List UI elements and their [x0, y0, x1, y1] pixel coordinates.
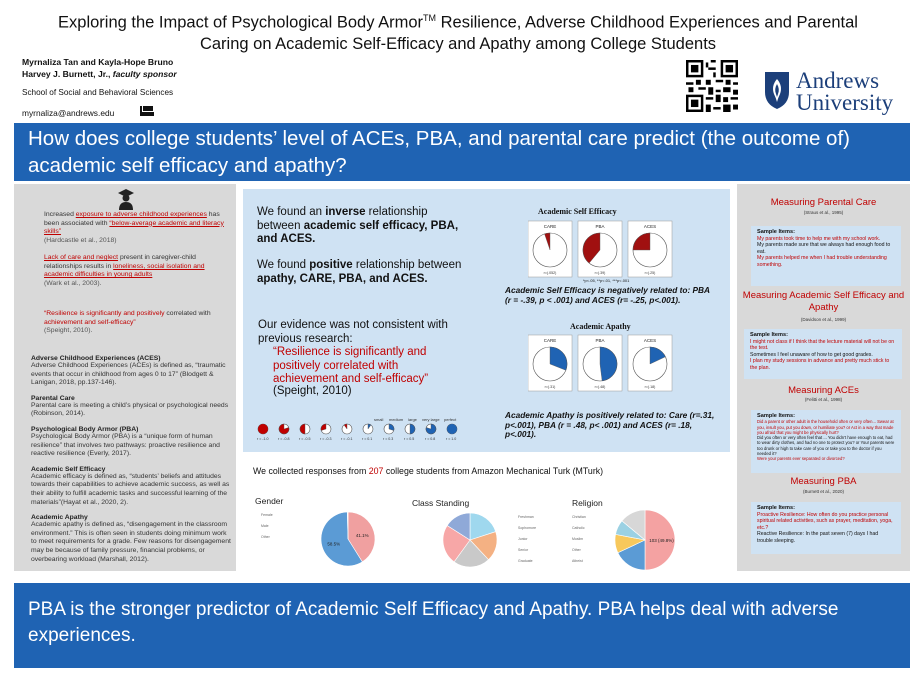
- legend-label: Junior: [518, 537, 528, 541]
- pba-items: Sample Items: Proactive Resilience: How often do you practice personal spiritual related activities, such as prayer, meditation, yoga, etc.? Reactive Resilience: In the past seven (7) days I had trouble sleeping.: [751, 502, 901, 554]
- effect-pie-fill: [258, 424, 268, 434]
- pie-r-value: r=(.25): [644, 271, 656, 275]
- chart-title: Gender: [255, 496, 284, 506]
- effect-label-perfect: perfect: [444, 417, 457, 422]
- pie-label: ACES: [643, 338, 657, 343]
- legend-label: Senior: [518, 548, 529, 552]
- finding-inverse: We found an inverse relationship between academic self efficacy, PBA, and ACES.: [257, 206, 459, 245]
- religion-chart: [570, 496, 730, 572]
- legend-label: Female: [261, 513, 273, 517]
- class-standing-chart: [410, 496, 560, 572]
- effect-label-small: small: [374, 417, 384, 422]
- apathy-pie-row: [528, 333, 673, 393]
- legend-label: Muslim: [572, 537, 584, 541]
- envelope-icon: [140, 106, 154, 116]
- sample-item: I might not class if I think that the lecture material will not be on the test.: [750, 338, 895, 352]
- email-link[interactable]: myrnaliza@andrews.edu: [22, 108, 115, 118]
- responses-line: We collected responses from 207 college students from Amazon Mechanical Turk (MTurk): [253, 466, 604, 476]
- pie-r-value: r=(.39): [594, 271, 606, 275]
- speight-cite: (Speight, 2010): [273, 385, 352, 397]
- authors: [22, 56, 177, 80]
- pie-r-value: r=(.48): [594, 385, 606, 389]
- pie-label: ACES: [643, 224, 657, 229]
- effect-r-label: r = -0.1: [341, 437, 353, 441]
- legend-label: Catholic: [572, 526, 585, 530]
- findings-panel: [243, 189, 730, 452]
- effect-pie-fill: [447, 424, 457, 434]
- legend-label: Other: [572, 548, 581, 552]
- effect-label-very-large: very large: [422, 417, 440, 422]
- sample-item: Did a parent or other adult in the household often or very often... Swear at you, insult you, put you down, or humiliate you? or Act in a way that made you afraid that you might be physically hurt?: [757, 419, 894, 435]
- slice-value-label: 41.1%: [355, 532, 369, 538]
- effect-r-label: r = -0.3: [320, 437, 332, 441]
- chart-title: Class Standing: [412, 498, 470, 508]
- aces-title: Measuring ACEs: [788, 385, 859, 396]
- tm-mark: TM: [423, 13, 437, 23]
- effect-r-label: r = 0.5: [404, 437, 415, 441]
- definition-item: Adverse Childhood Experiences (ACES) Adverse Childhood Experiences (ACEs) is defined as, “traumatic events that occur in childhood from ages 0 to 17” (Blodgett & Lanigan, 2018, pp.137-146).: [31, 355, 226, 387]
- sig-note: *p<.05, **p<.01, ***p<.001: [583, 278, 630, 283]
- efficacy-apathy-items: Sample Items: I might not class if I think that the lecture material will not be on the test. Sometimes I feel unaware of how to get good grades. I plan my study sessions in advance and pretty much stick to the plan.: [744, 329, 902, 379]
- background-panel: [14, 184, 236, 571]
- effect-label-large: large: [408, 417, 417, 422]
- legend-label: Graduate: [518, 559, 533, 563]
- legend-label: Freshman: [518, 515, 534, 519]
- effect-label-medium: medium: [389, 417, 404, 422]
- effect-size-legend: [257, 413, 467, 443]
- pba-title: Measuring PBA: [790, 476, 857, 487]
- slice-value-label: 58.5%: [327, 541, 341, 547]
- graduate-icon: [118, 188, 134, 210]
- parental-care-title: Measuring Parental Care: [770, 197, 877, 208]
- school-name: School of Social and Behavioral Sciences: [22, 88, 174, 97]
- finding-inconsistent: Our evidence was not consistent with previous research:: [258, 319, 448, 345]
- effect-r-label: r = 0.8: [425, 437, 436, 441]
- pie-label: CARE: [543, 338, 557, 343]
- effect-pie-fill: [410, 424, 415, 434]
- pba-cite: (Burnett et al., 2020): [802, 489, 845, 494]
- effect-pie-fill: [300, 424, 305, 434]
- aces-cite: (Felitti et al., 1998): [804, 397, 843, 402]
- pie-r-value: r=(.052): [543, 271, 557, 275]
- chart-title: Religion: [572, 498, 603, 508]
- author-students: Myrnaliza Tan and Kayla-Hope Bruno: [22, 57, 174, 67]
- pie-label: PBA: [595, 338, 605, 343]
- university-logo-text: Andrews University: [796, 68, 894, 115]
- legend-label: Other: [261, 535, 270, 539]
- author-sponsor: Harvey J. Burnett, Jr., faculty sponsor: [22, 69, 177, 79]
- sample-item: Reactive Resilience: In the past seven (7) days I had trouble sleeping.: [757, 531, 879, 544]
- university-shield-icon: [763, 70, 791, 110]
- legend-label: Male: [261, 524, 269, 528]
- conclusion-banner: PBA is the stronger predictor of Academic Self Efficacy and Apathy. PBA helps deal with adverse experiences.: [14, 583, 910, 668]
- apathy-chart-title: Academic Apathy: [570, 322, 631, 331]
- finding-positive: We found positive relationship between apathy, CARE, PBA, and ACES.: [257, 259, 462, 285]
- effect-r-label: r = -1.0: [257, 437, 269, 441]
- ase-result-text: Academic Self Efficacy is negatively related to: PBA (r = -.39, p < .001) and ACES (r= -.25, p<.001).: [505, 285, 710, 305]
- definitions-list: [31, 355, 231, 564]
- sample-item: Did you often or very often feel that ... You didn’t have enough to eat, had to wear dirty clothes, and had no one to protect you? or Your parents were too drunk or high to take care of you or take you to the doctor if you needed it?: [757, 435, 895, 457]
- intro-para-3: “Resilience is significantly and positively correlated with achievement and self-efficacy” (Speight, 2010).: [44, 310, 211, 335]
- ase-pie-row: [528, 219, 673, 279]
- legend-label: Christian: [572, 515, 586, 519]
- title-line1b: Resilience, Adverse Childhood Experiences and Parental: [436, 13, 858, 32]
- pie-r-value: r=(.18): [644, 385, 656, 389]
- sample-item: Were your parents ever separated or divorced?: [757, 456, 845, 462]
- measures-panel: [737, 184, 910, 571]
- gender-chart: [253, 494, 403, 572]
- definition-item: Psychological Body Armor (PBA) Psychological Body Armor (PBA) is a “unique form of human resilience” that involves two pathways: proactive resilience and reactive resilience (Everly, 2017).: [31, 425, 220, 458]
- effect-r-label: r = 1.0: [446, 437, 457, 441]
- parental-care-items: Sample Items: My parents took time to help me with my school work. My parents made sure that we always had enough food to eat. My parents helped me when I had trouble understanding something.: [751, 226, 901, 286]
- effect-r-label: r = 0.1: [362, 437, 373, 441]
- speight-quote: “Resilience is significantly and positively correlated with achievement and self-efficacy”: [273, 346, 429, 385]
- effect-r-label: r = 0.3: [383, 437, 394, 441]
- ase-chart-title: Academic Self Efficacy: [538, 207, 617, 216]
- pie-label: CARE: [543, 224, 557, 229]
- definition-item: Academic Apathy Academic apathy is defined as, “disengagement in the classroom environment.” This is often seen in students doing minimum work to meet requirements for a grade. Few reasons for disengagement may be because of family pressure, financial problems, or overbearing workload (Marshall, 2012).: [31, 514, 231, 563]
- qr-code-icon[interactable]: [686, 60, 738, 112]
- efficacy-apathy-title: Measuring Academic Self Efficacy and Apathy: [742, 290, 905, 313]
- sample-item: My parents took time to help me with my school work.: [757, 235, 881, 242]
- poster-title: [0, 8, 916, 55]
- apathy-result-text: Academic Apathy is positively related to: Care (r=.31, p<.001), PBA (r = .48, p< .001) and ACES (r= .18, p<.001).: [505, 410, 715, 439]
- aces-items: Sample Items: Did a parent or other adult in the household often or very often... Swear at you, insult you, put you down, or humiliate you? or Act in a way that made you afraid that you might be physically hurt? Did you often or very often feel that ... You didn’t have enough to eat, had to wear dirty clothes, and had no one to protect you? or Your parents were too drunk or high to take care of you or take you to the doctor if you needed it? Were your parents ever separated or divorced?: [751, 410, 901, 473]
- effect-r-label: r = -0.8: [278, 437, 290, 441]
- research-question: How does college students’ level of ACEs, PBA, and parental care predict (the outcome of) academic self efficacy and apathy?: [14, 123, 910, 181]
- pie-r-value: r=(.31): [544, 385, 556, 389]
- sample-item: My parents made sure that we always had enough food to eat.: [757, 242, 891, 255]
- sample-item: Proactive Resilience: How often do you practice personal spiritual related activities, such as prayer, meditation, yoga, etc.?: [757, 511, 893, 531]
- legend-label: Sophomore: [518, 526, 537, 530]
- definition-item: Academic Self Efficacy Academic efficacy is defined as, “students’ beliefs and attitudes towards their capabilities to achieve academic success, as well as their ability to fulfill academic tasks and successful learning of the materials”(Hayat et al., 2020, 2).: [31, 465, 230, 506]
- sample-item: I plan my study sessions in advance and pretty much stick to the plan.: [750, 358, 890, 371]
- definition-item: Parental Care Parental care is meeting a child’s physical or psychological needs (Robinson, 2014).: [31, 394, 229, 418]
- slice-value-label: 103 (49.8%): [649, 538, 674, 543]
- intro-para-1: Increased exposure to adverse childhood experiences has been associated with “below-average academic and literacy skills” (Hardcastle et al., 2018): [44, 211, 224, 244]
- legend-label: Atheist: [572, 559, 583, 563]
- sample-item: Sometimes I feel unaware of how to get good grades.: [750, 351, 873, 358]
- pie-label: PBA: [595, 224, 605, 229]
- title-line2: Caring on Academic Self-Efficacy and Apathy among College Students: [199, 34, 717, 53]
- effect-r-label: r = -0.5: [299, 437, 311, 441]
- parental-care-cite: (Straus et al., 1995): [803, 210, 844, 215]
- sample-item: My parents helped me when I had trouble understanding something.: [757, 255, 887, 268]
- title-line1: Exploring the Impact of Psychological Body Armor: [58, 13, 424, 32]
- efficacy-apathy-cite: (Davidson et al., 1999): [800, 317, 847, 322]
- intro-para-2: Lack of care and neglect present in caregiver-child relationships results in loneliness, social isolation and academic difficulties in young adults (Wark et al., 2003).: [44, 254, 205, 287]
